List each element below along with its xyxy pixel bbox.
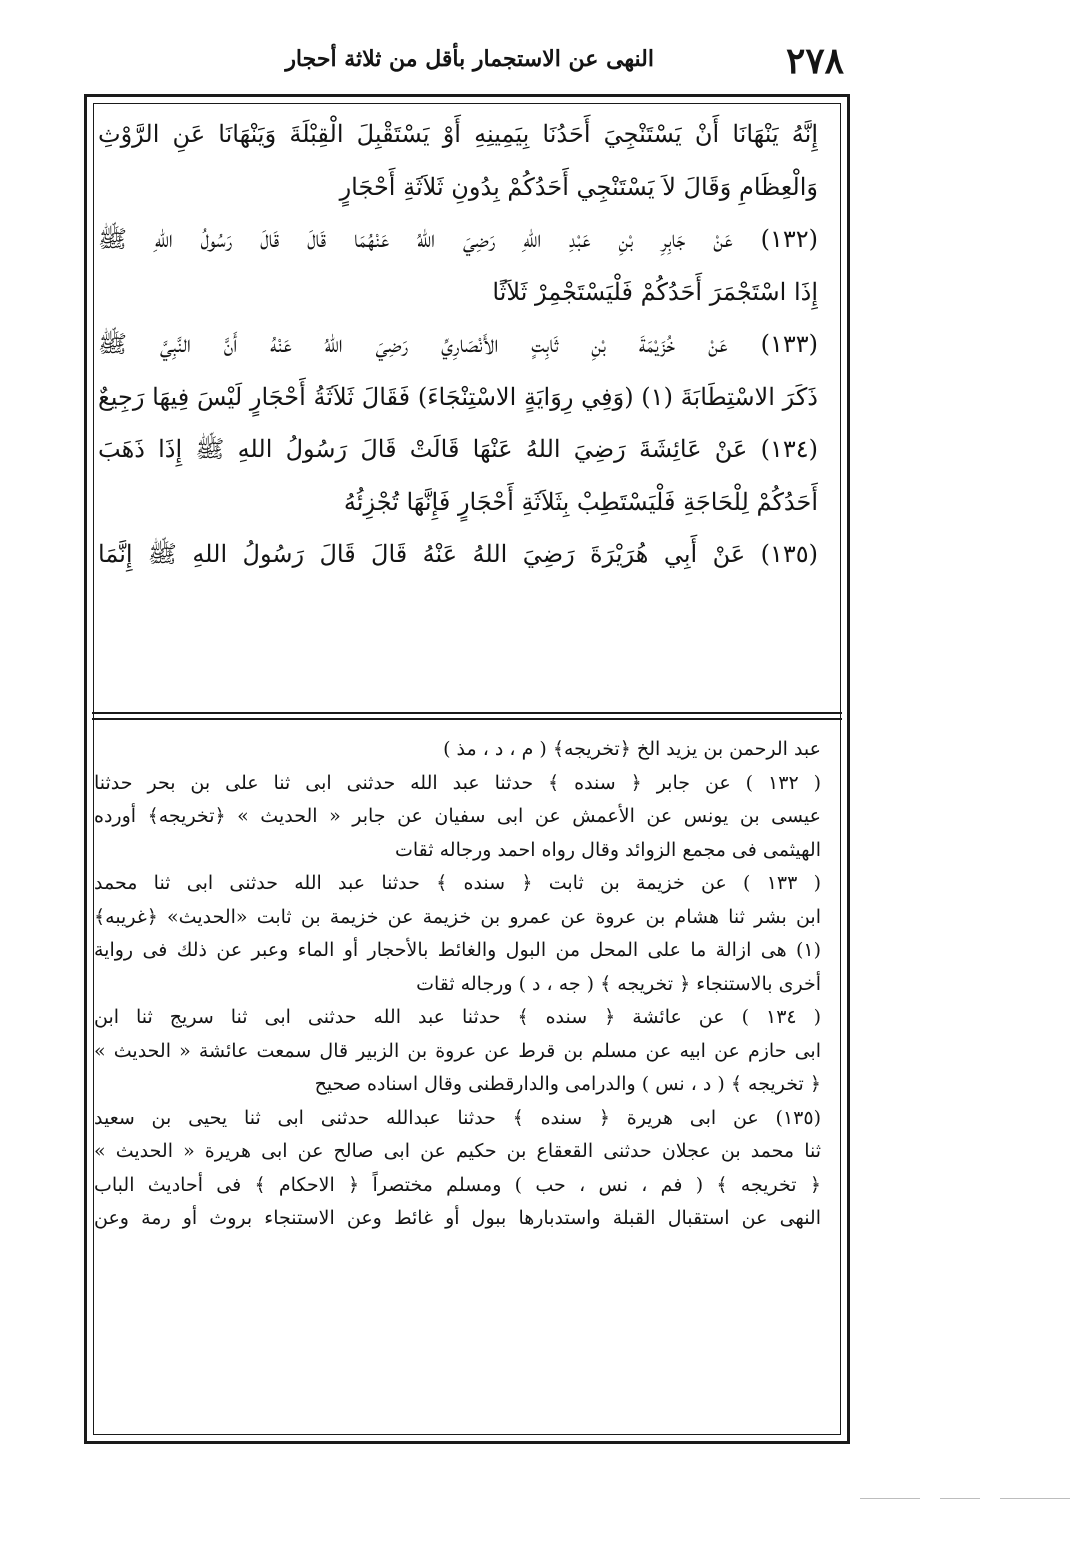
running-title: النهى عن الاستجمار بأقل من ثلاثة أحجار (285, 46, 654, 72)
hadith-line: أَحَدُكُمْ لِلْحَاجَةِ فَلْيَسْتَطِبْ بِثَلاَثَةِ أَحْجَارٍ فَإِنَّهَا تُجْزِئُهُ (343, 487, 818, 516)
note-line: عيسى بن يونس عن الأعمش عن ابى سفيان عن جابر « الحديث » ﴿تخريجه﴾ أورده (94, 805, 821, 827)
note-line: أخرى بالاستنجاء ﴿ تخريجه ﴾ ( جه ، د ) ورجاله ثقات (416, 972, 821, 995)
note-heading-134: ( ١٣٤ ) عن عائشة ﴿ سنده ﴾ حدثنا عبد الله حدثنى ابى ثنا سريج ثنا ابن (94, 1006, 821, 1028)
note-line: ﴿ تخريجه ﴾ ( فم ، نس ، حب ) ومسلم مختصراً ﴿ الاحكام ﴾ فى أحاديث الباب (94, 1173, 821, 1196)
section-divider (92, 718, 842, 720)
footnote-1: (١) هى ازالة ما على المحل من البول والغائط بالأحجار أو الماء وعبر عن ذلك فى رواية (94, 939, 821, 961)
note-line: عبد الرحمن بن يزيد الخ ﴿تخريجه﴾ ( م ، د ، مذ ) (443, 738, 821, 760)
hadith-line: إِذَا اسْتَجْمَرَ أَحَدُكُمْ فَلْيَسْتَجْمِرْ ثَلاَثًا (492, 277, 818, 306)
page-number: ٢٧٨ (785, 40, 844, 82)
commentary-block (94, 733, 821, 1236)
note-line: ﴿ تخريجه ﴾ ( د ، نس ) والدرامى والدارقطنى وقال اسناده صحيح (314, 1073, 821, 1095)
hadith-heading-132: (١٣٢) عَنْ جَابِرِ بْنِ عَبْدِ اللهِ رَضِيَ اللهُ عَنْهُمَا قَالَ قَالَ رَسُولُ اللهِ ﷺ (98, 225, 818, 253)
note-line: ابى حازم عن ابيه عن مسلم بن قرط عن عروة بن الزبير قال سمعت عائشة « الحديث » (94, 1039, 821, 1062)
hadith-heading-133: (١٣٣) عَنْ خُزَيْمَةَ بْنِ ثَابِتٍ الأَنْصَارِيِّ رَضِيَ اللهُ عَنْهُ أَنَّ النَّبِيَّ ﷺ (98, 330, 818, 358)
note-line: ثنا محمد بن عجلان حدثنى القعقاع بن حكيم عن ابى صالح عن ابى هريرة « الحديث » (94, 1140, 821, 1162)
note-line: ابن بشر ثنا هشام بن عروة عن عمرو بن خزيمة عن خزيمة بن ثابت «الحديث» ﴿غريبه﴾ (94, 905, 821, 928)
hadith-text-block (98, 108, 818, 581)
note-line: الهيثمى فى مجمع الزوائد وقال رواه احمد ورجاله ثقات (394, 838, 821, 861)
hadith-heading-134: (١٣٤) عَنْ عَائِشَةَ رَضِيَ اللهُ عَنْهَا قَالَتْ قَالَ رَسُولُ اللهِ ﷺ إِذَا ذَهَبَ (98, 435, 818, 463)
note-line: النهى عن استقبال القبلة واستدبارها ببول أو غائط وعن الاستنجاء بروث أو رمة وعن (94, 1207, 821, 1229)
section-divider (92, 712, 842, 714)
note-heading-133: ( ١٣٣ ) عن خزيمة بن ثابت ﴿ سنده ﴾ حدثنا عبد الله حدثنى ابى ثنا محمد (94, 872, 821, 894)
hadith-line: ذَكَرَ الاسْتِطَابَةَ (١) (وَفِي رِوَايَةٍ الاسْتِنْجَاءَ) فَقَالَ ثَلاَثَةُ أَحْجَارٍ لَيْسَ فِيهَا رَجِيعٌ (98, 382, 818, 411)
note-heading-132: ( ١٣٢ ) عن جابر ﴿ سنده ﴾ حدثنا عبد الله حدثنى ابى ثنا على بن بحر حدثنا (94, 771, 821, 794)
page-header (84, 38, 854, 88)
note-heading-135: (١٣٥) عن ابى هريرة ﴿ سنده ﴾ حدثنا عبدالله حدثنى ابى ثنا يحيى بن سعيد (94, 1106, 821, 1129)
hadith-line: إِنَّهُ يَنْهَانَا أَنْ يَسْتَنْجِيَ أَحَدُنَا بِيَمِينِهِ أَوْ يَسْتَقْبِلَ الْقِبْلَةَ وَيَنْهَانَا عَنِ الرَّوْثِ (98, 120, 818, 148)
hadith-line: وَالْعِظَامِ وَقَالَ لاَ يَسْتَنْجِي أَحَدُكُمْ بِدُونِ ثَلاَثَةِ أَحْجَارٍ (339, 172, 818, 201)
scan-noise-marks (860, 1492, 1080, 1506)
hadith-heading-135: (١٣٥) عَنْ أَبِي هُرَيْرَةَ رَضِيَ اللهُ عَنْهُ قَالَ قَالَ رَسُولُ اللهِ ﷺ إِنَّمَا (98, 540, 818, 568)
